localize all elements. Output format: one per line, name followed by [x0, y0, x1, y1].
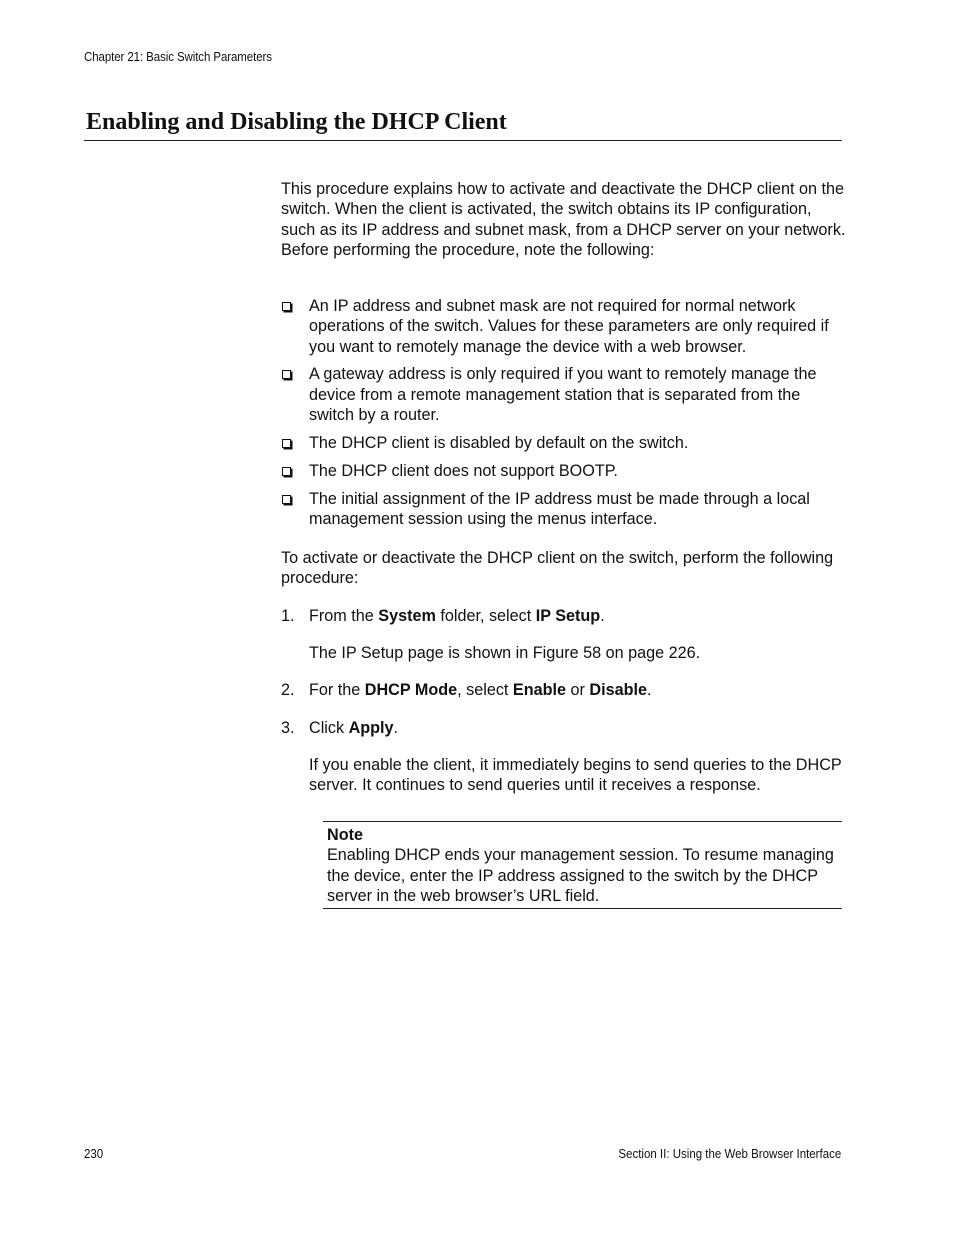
checkbox-bullet-icon [282, 302, 291, 311]
list-item [281, 364, 847, 425]
step-text: Click [309, 719, 349, 737]
step-text: From the [309, 607, 379, 625]
checkbox-bullet-icon [282, 467, 291, 476]
step-1-detail: The IP Setup page is shown in Figure 58 on page 226. [309, 644, 701, 662]
note-heading: Note [327, 826, 363, 844]
step-text: . [393, 719, 399, 737]
procedure-intro-text: To activate or deactivate the DHCP client on the switch, perform the following procedure: [281, 549, 834, 588]
procedure-intro [281, 548, 847, 589]
step-1 [281, 606, 847, 626]
list-item-text: The DHCP client does not support BOOTP. [309, 461, 618, 480]
list-item-text: An IP address and subnet mask are not required for normal network operations of the switch. Values for these parameters are only required if you want to remotely manage the device with a web browser. [309, 297, 829, 356]
step-number: 3. [281, 719, 295, 737]
title-rule [84, 140, 842, 141]
checkbox-bullet-icon [282, 370, 291, 379]
note-text: Enabling DHCP ends your management session. To resume managing the device, enter the IP address assigned to the switch by the DHCP server in the web browser’s URL field. [327, 846, 834, 905]
list-item [281, 296, 847, 357]
step-text: , select [457, 681, 513, 699]
intro-text: This procedure explains how to activate and deactivate the DHCP client on the switch. When the client is activated, the switch obtains its IP configuration, such as its IP address and subnet mask, from a DHCP server on your network. Before performing the procedure, note the following: [281, 180, 846, 259]
ui-term: Enable [512, 681, 566, 699]
list-item-text: The initial assignment of the IP address must be made through a local management session using the menus interface. [309, 489, 810, 529]
intro-paragraph [281, 179, 847, 260]
running-header: Chapter 21: Basic Switch Parameters [84, 50, 272, 64]
notes-bullet-list [281, 296, 847, 537]
page-number: 230 [84, 1147, 104, 1161]
ui-term: DHCP Mode [364, 681, 458, 699]
section-title: Enabling and Disabling the DHCP Client [86, 109, 507, 135]
ui-term: IP Setup [535, 607, 601, 625]
step-2 [281, 680, 847, 700]
ui-term: System [378, 607, 436, 625]
step-3 [281, 718, 847, 738]
checkbox-bullet-icon [282, 439, 291, 448]
ui-term: Disable [589, 681, 647, 699]
step-text: For the [309, 681, 365, 699]
step-text: . [600, 607, 605, 625]
running-footer-section: Section II: Using the Web Browser Interface [618, 1147, 841, 1161]
step-text: or [565, 681, 590, 699]
list-item [281, 433, 847, 453]
step-number: 1. [281, 607, 295, 625]
list-item [281, 489, 847, 530]
list-item-text: The DHCP client is disabled by default on the switch. [309, 433, 689, 452]
step-text: . [646, 681, 652, 699]
note-box [323, 821, 842, 909]
checkbox-bullet-icon [282, 495, 291, 504]
step-text: folder, select [435, 607, 536, 625]
list-item [281, 461, 847, 481]
step-3-detail: If you enable the client, it immediately begins to send queries to the DHCP server. It continues to send queries until it receives a response. [309, 756, 842, 795]
ui-term: Apply [348, 719, 394, 737]
list-item-text: A gateway address is only required if you want to remotely manage the device from a remote management station that is separated from the switch by a router. [309, 365, 817, 425]
step-number: 2. [281, 681, 295, 699]
